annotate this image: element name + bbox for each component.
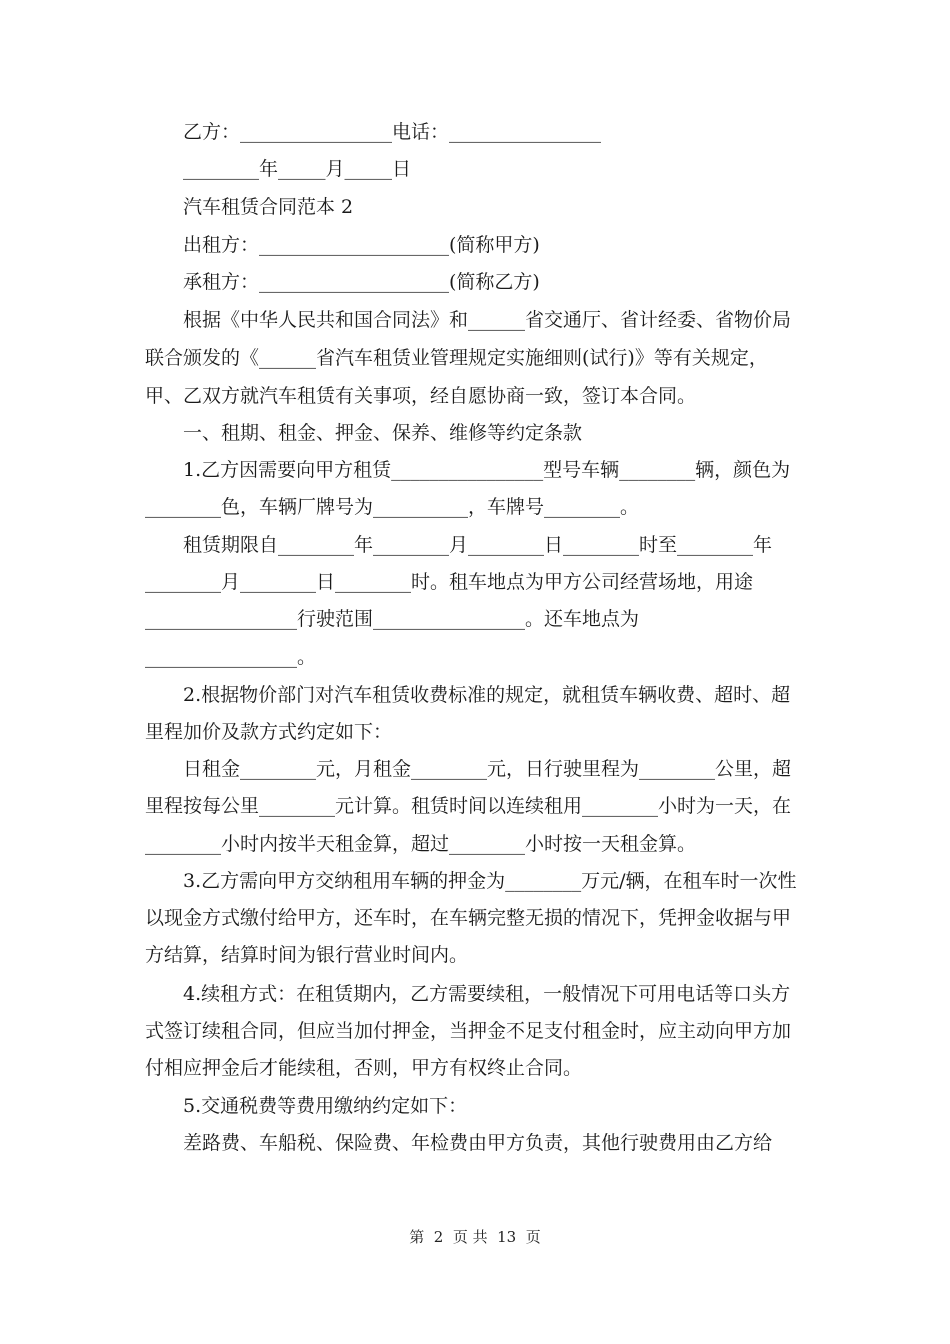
clause-3-line-1: 3.乙方需向甲方交纳租用车辆的押金为________万元/辆，在租车时一次性 xyxy=(183,870,797,892)
date-line: ________年_____月_____日 xyxy=(183,158,412,180)
clause-3-line-3: 方结算，结算时间为银行营业时间内。 xyxy=(145,944,469,966)
lessor-line: 出租方：____________________(简称甲方) xyxy=(183,234,540,256)
preamble-line-1: 根据《中华人民共和国合同法》和______省交通厅、省计经委、省物价局 xyxy=(183,309,792,331)
clause-1-line-2: ________色，车辆厂牌号为__________，车牌号________。 xyxy=(145,496,640,518)
clause-4-line-3: 付相应押金后才能续租，否则，甲方有权终止合同。 xyxy=(145,1057,583,1079)
rent-line-2: 里程按每公里________元计算。租赁时间以连续租用________小时为一天，在 xyxy=(145,795,792,817)
clause-3-line-2: 以现金方式缴付给甲方，还车时，在车辆完整无损的情况下，凭押金收据与甲 xyxy=(145,907,792,929)
clause-4-line-1: 4.续租方式：在租赁期内，乙方需要续租，一般情况下可用电话等口头方 xyxy=(183,983,791,1005)
clause-4-line-2: 式签订续租合同，但应当加付押金，当押金不足支付租金时，应主动向甲方加 xyxy=(145,1020,792,1042)
rent-line-3: ________小时内按半天租金算，超过________小时按一天租金算。 xyxy=(145,833,697,855)
clause-1-line-1: 1.乙方因需要向甲方租赁________________型号车辆________辆，颜色为 xyxy=(183,459,791,481)
lease-term-line-4: ________________。 xyxy=(145,646,317,668)
clause-5-line-1: 5.交通税费等费用缴纳约定如下： xyxy=(183,1095,468,1117)
preamble-line-3: 甲、乙双方就汽车租赁有关事项，经自愿协商一致，签订本合同。 xyxy=(145,385,697,407)
section-title: 汽车租赁合同范本 2 xyxy=(183,196,354,218)
party-b-signature-line: 乙方：________________电话：________________ xyxy=(183,121,602,143)
lessee-line: 承租方：____________________(简称乙方) xyxy=(183,271,540,293)
lease-term-line-2: ________月________日________时。租车地点为甲方公司经营场地，用途 xyxy=(145,571,754,593)
page-number-footer: 第 2 页 共 13 页 xyxy=(409,1228,541,1246)
clause-2-line-2: 里程加价及款方式约定如下： xyxy=(145,721,393,743)
clause-5-line-2: 差路费、车船税、保险费、年检费由甲方负责，其他行驶费用由乙方给 xyxy=(183,1132,773,1154)
preamble-line-2: 联合颁发的《______省汽车租赁业管理规定实施细则(试行)》等有关规定， xyxy=(145,347,768,369)
lease-term-line-3: ________________行驶范围________________。还车地点为 xyxy=(145,608,640,630)
clause-heading: 一、租期、租金、押金、保养、维修等约定条款 xyxy=(183,422,583,444)
lease-term-line-1: 租赁期限自________年________月________日________时至________年 xyxy=(183,534,773,556)
clause-2-line-1: 2.根据物价部门对汽车租赁收费标准的规定，就租赁车辆收费、超时、超 xyxy=(183,684,791,706)
rent-line-1: 日租金________元，月租金________元，日行驶里程为________公里，超 xyxy=(183,758,792,780)
